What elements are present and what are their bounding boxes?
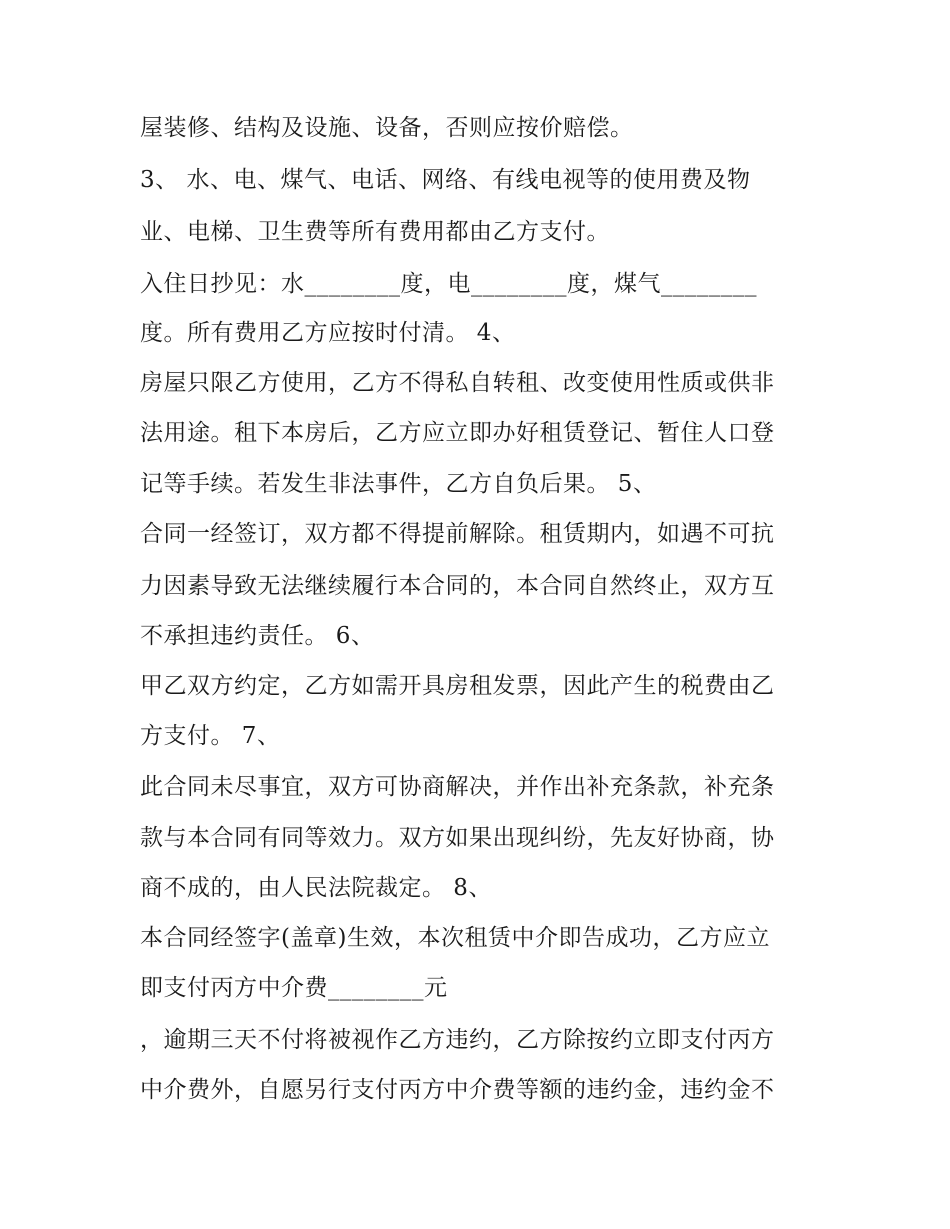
text-line: 方支付。 7、 bbox=[140, 723, 281, 749]
text-line: 合同一经签订，双方都不得提前解除。租赁期内，如遇不可抗 bbox=[140, 521, 775, 547]
text-line: 入住日抄见：水________度，电________度，煤气________ bbox=[140, 271, 757, 297]
text-line: 不承担违约责任。 6、 bbox=[140, 623, 375, 649]
text-line: 度。所有费用乙方应按时付清。 4、 bbox=[140, 320, 516, 346]
text-line: 甲乙双方约定，乙方如需开具房租发票，因此产生的税费由乙 bbox=[140, 673, 775, 699]
text-line: 此合同未尽事宜，双方可协商解决，并作出补充条款，补充条 bbox=[140, 774, 775, 800]
text-line: 商不成的，由人民法院裁定。 8、 bbox=[140, 875, 492, 901]
text-line: 款与本合同有同等效力。双方如果出现纠纷，先友好协商，协 bbox=[140, 825, 775, 851]
text-line: 屋装修、结构及设施、设备，否则应按价赔偿。 bbox=[140, 115, 634, 141]
text-line: 中介费外，自愿另行支付丙方中介费等额的违约金，违约金不 bbox=[140, 1077, 775, 1103]
text-line: 法用途。租下本房后，乙方应立即办好租赁登记、暂住人口登 bbox=[140, 420, 775, 446]
text-line: 记等手续。若发生非法事件，乙方自负后果。 5、 bbox=[140, 471, 657, 497]
text-line: 本合同经签字(盖章)生效，本次租赁中介即告成功，乙方应立 bbox=[140, 925, 770, 951]
text-line: 3、 水、电、煤气、电话、网络、有线电视等的使用费及物 bbox=[140, 167, 751, 193]
text-line: 业、电梯、卫生费等所有费用都由乙方支付。 bbox=[140, 219, 610, 245]
text-line: 力因素导致无法继续履行本合同的，本合同自然终止，双方互 bbox=[140, 573, 775, 599]
text-line: 即支付丙方中介费________元 bbox=[140, 975, 448, 1001]
text-line: ，逾期三天不付将被视作乙方违约，乙方除按约立即支付丙方 bbox=[140, 1027, 775, 1053]
text-line: 房屋只限乙方使用，乙方不得私自转租、改变使用性质或供非 bbox=[140, 370, 775, 396]
